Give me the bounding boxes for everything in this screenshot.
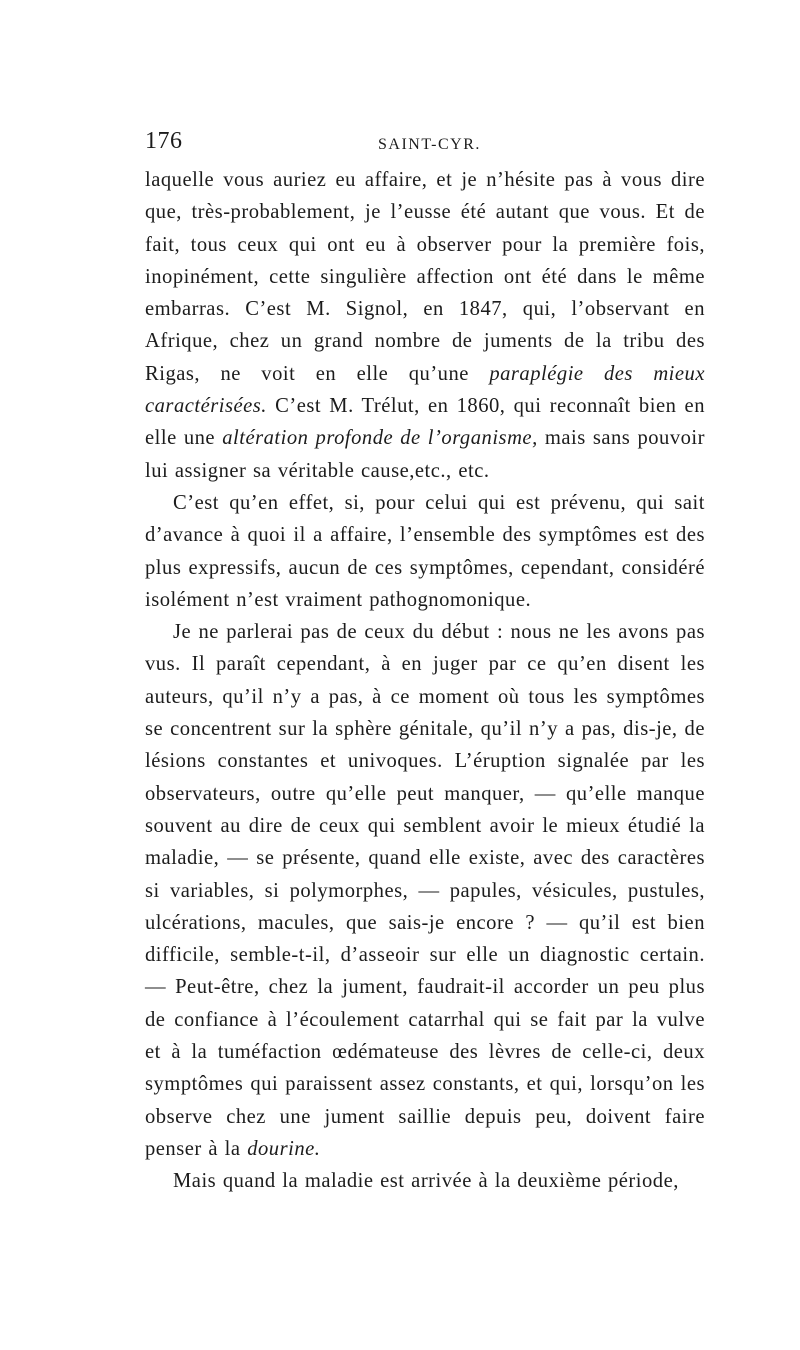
text-run: C’est M. Trélut, en 1860, qui reconnaît bien en elle une [145,395,705,450]
text-run: mais sans pouvoir lui assigner sa véritable cause,etc., etc. [145,427,706,482]
body-text [145,164,705,1198]
paragraph-continued [145,164,705,487]
running-head [145,128,705,160]
text-run: Je ne parlerai pas de ceux du début : nous ne les avons pas vus. Il paraît cependant, à en juger par ce qu’en disent les auteurs, qu’il n’y a pas, à ce moment où tous les symptômes se concentrent sur la sphère génitale, qu’il n’y a pas, dis-je, de lésions constantes et univoques. L’éruption signalée par les observateurs, outre qu’elle peut manquer, — qu’elle manque souvent au dire de ceux qui semblent avoir le mieux étudié la maladie, — se présente, quand elle existe, avec des caractères si variables, si polymorphes, — papules, vésicules, pustules, ulcérations, macules, que sais-je encore ? — qu’il est bien difficile, semble-t-il, d’asseoir sur elle un diagnostic certain. — Peut-être, chez la jument, faudrait-il accorder un peu plus de confiance à l’écoulement catarrhal qui se fait par la vulve et à la tuméfaction œdémateuse des lèvres de celle-ci, deux symptômes qui paraissent assez constants, et qui, lorsqu’on les observe chez une jument saillie depuis peu, doivent faire penser à la [145,621,705,1160]
page-number: 176 [145,128,183,154]
paragraph: Mais quand la maladie est arrivée à la deuxième période, [173,1170,679,1193]
paragraph: C’est qu’en effet, si, pour celui qui est prévenu, qui sait d’avance à quoi il a affaire, l’ensemble des symptômes est des plus expressifs, aucun de ces symptômes, cependant, considéré isolément n’est vraiment pathognomonique. [145,491,705,611]
italic-phrase: paraplégie des mieux caractérisées. [145,362,705,418]
running-title: SAINT-CYR. [378,136,481,153]
paragraph [145,616,705,1165]
text-run: laquelle vous auriez eu affaire, et je n’hésite pas à vous dire que, très-probablement, je l’eusse été autant que vous. Et de fait, tous ceux qui ont eu à observer pour la première fois, inopinément, cette singulière affection ont été dans le même embarras. C’est M. Signol, en 1847, qui, l’observant en Afrique, chez un grand nombre de juments de la tribu des Rigas, ne voit en elle qu’une [145,169,705,385]
italic-phrase: altération profonde de l’organisme, [222,427,538,450]
italic-word: dourine. [247,1137,321,1160]
